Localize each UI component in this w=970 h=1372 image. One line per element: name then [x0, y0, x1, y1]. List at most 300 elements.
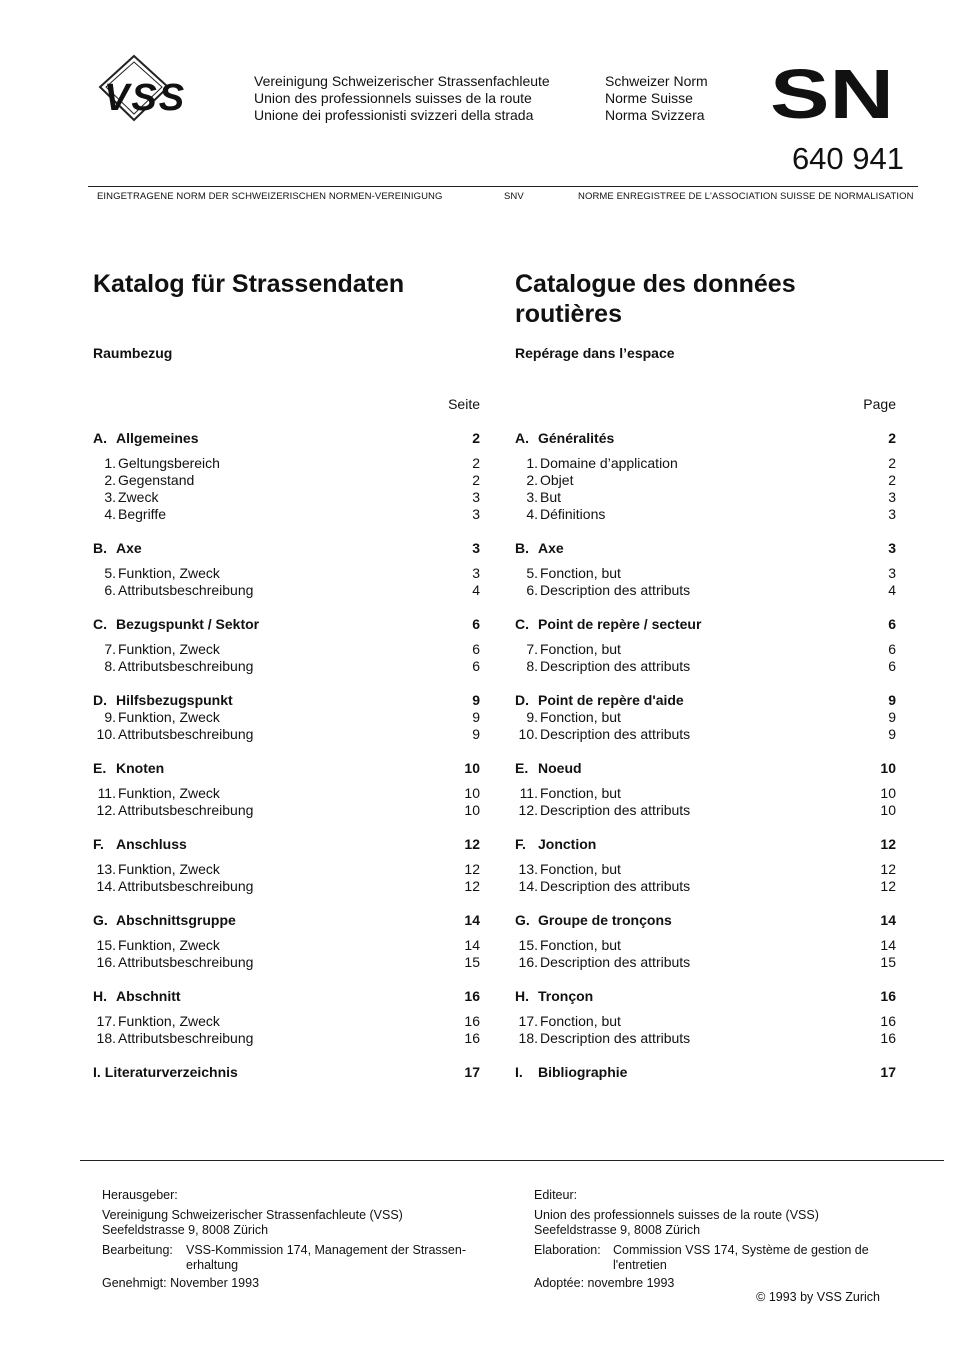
norm-type-it: Norma Svizzera	[605, 107, 705, 123]
toc-item-number: 8.	[526, 658, 538, 674]
toc-section-heading	[93, 540, 480, 557]
toc-item-number: 16.	[96, 954, 116, 970]
vss-logo	[96, 54, 238, 126]
toc-item-page: 2	[888, 455, 896, 471]
toc-item-number: 15.	[96, 937, 116, 953]
toc-section-page: 3	[888, 540, 896, 556]
toc-section-label	[93, 540, 142, 557]
toc-item	[93, 878, 480, 895]
toc-item-text: Funktion, Zweck	[118, 861, 220, 877]
toc-item-number: 1.	[104, 455, 116, 471]
toc-section-label	[93, 692, 233, 709]
norm-number: 640 941	[791, 141, 904, 176]
toc-item-page: 10	[880, 785, 896, 801]
toc-section-letter: B.	[515, 540, 529, 556]
toc-section-page: 14	[464, 912, 480, 928]
toc-section-page: 2	[472, 430, 480, 446]
toc-item-label	[515, 1030, 690, 1047]
toc-item-page: 6	[888, 658, 896, 674]
toc-item-number: 10.	[96, 726, 116, 742]
footer-fr	[534, 1188, 914, 1291]
toc-item-page: 16	[880, 1013, 896, 1029]
toc-item-page: 16	[880, 1030, 896, 1046]
toc-item-text: Objet	[540, 472, 574, 488]
toc-item-text: Fonction, but	[540, 937, 621, 953]
toc-section-page: 2	[888, 430, 896, 446]
toc-item-page: 3	[472, 506, 480, 522]
toc-section-letter: H.	[93, 988, 107, 1004]
svg-text:SN: SN	[772, 64, 894, 122]
toc-item	[93, 489, 480, 506]
toc-item-page: 6	[472, 658, 480, 674]
toc-item-text: Geltungsbereich	[118, 455, 220, 471]
toc-section-title: Anschluss	[116, 836, 187, 852]
toc-item	[93, 937, 480, 954]
toc-item-page: 9	[888, 709, 896, 725]
toc-section-letter: C.	[93, 616, 107, 632]
toc-section-heading	[515, 1064, 896, 1081]
table-of-contents-de	[93, 430, 480, 1081]
toc-item-page: 14	[464, 937, 480, 953]
editing-label: Elaboration:	[534, 1243, 601, 1257]
toc-item-text: Fonction, but	[540, 861, 621, 877]
toc-item-text: Description des attributs	[540, 1030, 691, 1046]
toc-item-page: 3	[888, 506, 896, 522]
toc-item	[93, 641, 480, 658]
toc-section-letter: B.	[93, 540, 107, 556]
toc-section-page: 9	[888, 692, 896, 708]
toc-item	[93, 1030, 480, 1047]
toc-item-label	[93, 658, 253, 675]
toc-item-number: 14.	[96, 878, 116, 894]
toc-item-label	[515, 802, 690, 819]
toc-section-heading	[93, 616, 480, 633]
toc-item-text: Zweck	[118, 489, 159, 505]
editing-line-2: l'entretien	[613, 1258, 667, 1272]
toc-item-number: 15.	[518, 937, 538, 953]
toc-item	[515, 565, 896, 582]
toc-item	[93, 954, 480, 971]
toc-section-label	[93, 430, 198, 447]
toc-item-number: 9.	[104, 709, 116, 725]
toc-item	[93, 785, 480, 802]
toc-item-page: 14	[880, 937, 896, 953]
toc-item-text: Funktion, Zweck	[118, 1013, 220, 1029]
toc-item-page: 15	[464, 954, 480, 970]
toc-section-label	[515, 988, 593, 1005]
toc-item-number: 12.	[96, 802, 116, 818]
sn-logo	[772, 64, 896, 122]
toc-section-letter: G.	[93, 912, 108, 928]
toc-item	[515, 506, 896, 523]
toc-section-letter: E.	[93, 760, 107, 776]
toc-item-label	[93, 455, 220, 472]
toc-section-letter: A.	[515, 430, 529, 446]
table-of-contents-fr	[515, 430, 896, 1081]
toc-section-letter: F.	[515, 836, 526, 852]
toc-item-label	[515, 785, 621, 802]
toc-section-heading	[515, 760, 896, 777]
toc-item-number: 13.	[96, 861, 116, 877]
toc-section-letter: I.	[515, 1064, 523, 1080]
toc-section-label	[515, 912, 672, 929]
toc-section-heading	[93, 760, 480, 777]
toc-item-label	[515, 709, 621, 726]
toc-item	[93, 726, 480, 743]
toc-section-page: 17	[880, 1064, 896, 1080]
editing-line-1: VSS-Kommission 174, Management der Strassen-	[186, 1243, 466, 1257]
toc-item-page: 16	[464, 1030, 480, 1046]
toc-item-text: Gegenstand	[118, 472, 195, 488]
toc-item-label	[515, 954, 690, 971]
toc-section-page: 9	[472, 692, 480, 708]
toc-item-page: 3	[472, 565, 480, 581]
toc-section-letter: A.	[93, 430, 107, 446]
toc-section-heading	[93, 912, 480, 929]
toc-item-page: 2	[888, 472, 896, 488]
toc-section-label	[93, 760, 164, 777]
toc-item-text: Funktion, Zweck	[118, 937, 220, 953]
toc-item-label	[93, 1013, 220, 1030]
toc-item-label	[515, 1013, 621, 1030]
toc-item-label	[515, 937, 621, 954]
toc-item-page: 3	[472, 489, 480, 505]
toc-item-number: 14.	[518, 878, 538, 894]
registration-snv: SNV	[504, 191, 524, 202]
publisher-name: Vereinigung Schweizerischer Strassenfachleute (VSS)	[102, 1208, 403, 1222]
toc-item-label	[515, 565, 621, 582]
toc-item-number: 6.	[526, 582, 538, 598]
toc-item-number: 7.	[104, 641, 116, 657]
toc-section-heading	[515, 988, 896, 1005]
toc-item-text: Description des attributs	[540, 802, 691, 818]
toc-section-title: Tronçon	[538, 988, 594, 1004]
toc-item-text: Attributsbeschreibung	[118, 582, 254, 598]
publisher-label: Editeur:	[534, 1188, 578, 1202]
toc-item-label	[515, 489, 561, 506]
toc-item-text: Attributsbeschreibung	[118, 878, 254, 894]
toc-item-page: 10	[464, 785, 480, 801]
toc-item	[93, 565, 480, 582]
toc-item-text: Funktion, Zweck	[118, 785, 220, 801]
toc-section-label	[515, 540, 564, 557]
toc-item-label	[515, 861, 621, 878]
toc-item-text: Attributsbeschreibung	[118, 1030, 254, 1046]
publisher-address: Seefeldstrasse 9, 8008 Zürich	[534, 1223, 701, 1237]
toc-item-label	[93, 1030, 253, 1047]
toc-item-number: 11.	[97, 785, 116, 801]
toc-item-label	[93, 726, 253, 743]
toc-section-letter: D.	[93, 692, 107, 708]
toc-item-number: 7.	[526, 641, 538, 657]
toc-item-label	[93, 785, 220, 802]
toc-section-heading	[93, 692, 480, 709]
toc-item	[515, 658, 896, 675]
toc-item-number: 18.	[96, 1030, 116, 1046]
toc-section-title: Point de repère / secteur	[538, 616, 702, 632]
toc-item-text: Funktion, Zweck	[118, 565, 220, 581]
toc-section-page: 10	[464, 760, 480, 776]
toc-section-label	[515, 692, 684, 709]
toc-item	[93, 802, 480, 819]
toc-item-label	[93, 861, 220, 878]
toc-item-number: 17.	[518, 1013, 538, 1029]
publisher-name: Union des professionnels suisses de la route (VSS)	[534, 1208, 819, 1222]
toc-section-label	[515, 836, 596, 853]
toc-section-label	[93, 1064, 238, 1081]
toc-section-title: Allgemeines	[116, 430, 199, 446]
toc-section-title: Abschnitt	[116, 988, 181, 1004]
toc-item-number: 17.	[96, 1013, 116, 1029]
toc-item	[515, 455, 896, 472]
toc-item	[515, 641, 896, 658]
toc-item-number: 4.	[104, 506, 116, 522]
toc-item	[515, 1013, 896, 1030]
toc-item	[515, 726, 896, 743]
toc-section-heading	[93, 988, 480, 1005]
toc-item-label	[93, 802, 253, 819]
toc-item-label	[515, 658, 690, 675]
toc-item	[93, 472, 480, 489]
toc-section-label	[515, 1064, 627, 1081]
registration-fr: NORME ENREGISTREE DE L'ASSOCIATION SUISSE DE NORMALISATION	[578, 191, 914, 202]
toc-item	[515, 709, 896, 726]
toc-item-page: 4	[888, 582, 896, 598]
toc-item-number: 12.	[518, 802, 538, 818]
toc-item	[515, 878, 896, 895]
toc-item-text: Description des attributs	[540, 954, 691, 970]
toc-section-label	[93, 836, 187, 853]
toc-section-label	[93, 988, 181, 1005]
toc-section-title: Axe	[116, 540, 142, 556]
toc-item-number: 6.	[104, 582, 116, 598]
toc-item-page: 15	[880, 954, 896, 970]
toc-section-page: 10	[880, 760, 896, 776]
toc-item-text: Begriffe	[118, 506, 166, 522]
toc-section-title: Groupe de tronçons	[538, 912, 672, 928]
approved-date: Genehmigt: November 1993	[102, 1276, 260, 1290]
toc-item-number: 11.	[519, 785, 538, 801]
toc-item	[515, 582, 896, 599]
toc-item-label	[515, 582, 690, 599]
toc-section-heading	[93, 1064, 480, 1081]
toc-item-text: Fonction, but	[540, 709, 621, 725]
toc-item	[93, 582, 480, 599]
toc-section-letter: C.	[515, 616, 529, 632]
toc-item-page: 12	[880, 878, 896, 894]
approved-date: Adoptée: novembre 1993	[534, 1276, 675, 1290]
toc-item-text: Description des attributs	[540, 658, 691, 674]
toc-item	[515, 802, 896, 819]
toc-section-title: Bezugspunkt / Sektor	[116, 616, 260, 632]
toc-item-page: 2	[472, 455, 480, 471]
toc-item-label	[93, 489, 158, 506]
toc-item-label	[93, 506, 166, 523]
subtitle-de: Raumbezug	[93, 345, 173, 361]
toc-item-page: 10	[464, 802, 480, 818]
toc-item	[515, 785, 896, 802]
toc-item-text: Fonction, but	[540, 641, 621, 657]
toc-item-text: Définitions	[540, 506, 606, 522]
toc-item-label	[93, 878, 253, 895]
toc-item-label	[515, 641, 621, 658]
toc-item-label	[93, 937, 220, 954]
toc-item	[93, 709, 480, 726]
toc-section-letter: I.	[93, 1064, 101, 1080]
toc-item-number: 4.	[526, 506, 538, 522]
toc-item-page: 4	[472, 582, 480, 598]
toc-item	[515, 472, 896, 489]
toc-section-letter: H.	[515, 988, 529, 1004]
toc-item-text: Attributsbeschreibung	[118, 954, 254, 970]
toc-item-text: Description des attributs	[540, 582, 691, 598]
toc-section-letter: G.	[515, 912, 530, 928]
page-column-label-fr: Page	[863, 396, 896, 412]
toc-item-text: Fonction, but	[540, 785, 621, 801]
toc-item-label	[515, 506, 605, 523]
toc-item-page: 9	[472, 709, 480, 725]
toc-section-heading	[515, 540, 896, 557]
toc-item-page: 12	[464, 861, 480, 877]
toc-item-page: 10	[880, 802, 896, 818]
toc-item-number: 3.	[104, 489, 116, 505]
toc-section-title: Hilfsbezugspunkt	[116, 692, 233, 708]
toc-section-heading	[515, 836, 896, 853]
toc-item-label	[515, 455, 678, 472]
toc-section-label	[93, 912, 236, 929]
toc-item-text: Attributsbeschreibung	[118, 726, 254, 742]
toc-item-text: Domaine d’application	[540, 455, 678, 471]
toc-section-page: 3	[472, 540, 480, 556]
norm-type-fr: Norme Suisse	[605, 90, 693, 106]
toc-item-page: 12	[880, 861, 896, 877]
toc-section-letter: E.	[515, 760, 529, 776]
toc-item-number: 9.	[526, 709, 538, 725]
toc-section-title: Jonction	[538, 836, 597, 852]
copyright: © 1993 by VSS Zurich	[756, 1290, 880, 1304]
toc-section-page: 17	[464, 1064, 480, 1080]
toc-item-number: 5.	[104, 565, 116, 581]
toc-item	[515, 937, 896, 954]
toc-item	[515, 861, 896, 878]
toc-item-text: Fonction, but	[540, 565, 621, 581]
toc-item-text: Funktion, Zweck	[118, 641, 220, 657]
toc-item-number: 2.	[104, 472, 116, 488]
toc-section-heading	[515, 616, 896, 633]
toc-section-page: 6	[888, 616, 896, 632]
toc-item-label	[93, 472, 194, 489]
toc-section-page: 14	[880, 912, 896, 928]
toc-section-title: Bibliographie	[538, 1064, 628, 1080]
toc-item-number: 2.	[526, 472, 538, 488]
toc-item-text: Fonction, but	[540, 1013, 621, 1029]
publisher-label: Herausgeber:	[102, 1188, 178, 1202]
toc-item	[93, 658, 480, 675]
toc-section-label	[93, 616, 259, 633]
toc-item	[93, 1013, 480, 1030]
toc-item-number: 18.	[518, 1030, 538, 1046]
toc-item-label	[93, 565, 220, 582]
editing-line-2: erhaltung	[186, 1258, 239, 1272]
toc-section-heading	[515, 912, 896, 929]
toc-item-page: 6	[472, 641, 480, 657]
toc-section-page: 16	[880, 988, 896, 1004]
toc-section-label	[515, 760, 582, 777]
toc-section-title: Literaturverzeichnis	[104, 1064, 238, 1080]
toc-item-page: 3	[888, 565, 896, 581]
toc-item-number: 16.	[518, 954, 538, 970]
toc-item	[515, 954, 896, 971]
subtitle-fr: Repérage dans l’espace	[515, 345, 675, 361]
toc-item-number: 8.	[104, 658, 116, 674]
toc-item-text: Description des attributs	[540, 726, 691, 742]
toc-item-number: 13.	[518, 861, 538, 877]
toc-item-label	[515, 472, 573, 489]
toc-item-text: Description des attributs	[540, 878, 691, 894]
publisher-address: Seefeldstrasse 9, 8008 Zürich	[102, 1223, 269, 1237]
footer-de	[102, 1188, 502, 1291]
toc-item-page: 6	[888, 641, 896, 657]
toc-section-page: 12	[880, 836, 896, 852]
toc-item-label	[93, 641, 220, 658]
registration-de: EINGETRAGENE NORM DER SCHWEIZERISCHEN NORMEN-VEREINIGUNG	[97, 191, 443, 202]
toc-item-label	[93, 954, 253, 971]
toc-item-label	[93, 709, 220, 726]
toc-section-label	[515, 616, 701, 633]
header-rule	[88, 186, 918, 187]
toc-item-label	[515, 878, 690, 895]
toc-item	[515, 489, 896, 506]
footer-rule	[80, 1160, 944, 1161]
toc-item-text: Attributsbeschreibung	[118, 802, 254, 818]
toc-item-text: Funktion, Zweck	[118, 709, 220, 725]
toc-section-heading	[93, 430, 480, 447]
toc-item	[93, 861, 480, 878]
toc-section-heading	[515, 692, 896, 709]
org-name-de: Vereinigung Schweizerischer Strassenfachleute	[254, 73, 550, 89]
org-name-it: Unione dei professionisti svizzeri della strada	[254, 107, 534, 123]
toc-item-number: 3.	[526, 489, 538, 505]
toc-item-page: 12	[464, 878, 480, 894]
editing-label: Bearbeitung:	[102, 1243, 173, 1257]
toc-section-title: Généralités	[538, 430, 615, 446]
norm-type-de: Schweizer Norm	[605, 73, 708, 89]
toc-section-title: Axe	[538, 540, 564, 556]
toc-item-label	[515, 726, 690, 743]
toc-item-page: 9	[472, 726, 480, 742]
toc-item-number: 1.	[526, 455, 538, 471]
toc-item-label	[93, 582, 253, 599]
toc-section-page: 12	[464, 836, 480, 852]
title-fr: Catalogue des données routières	[515, 270, 796, 328]
toc-item-number: 5.	[526, 565, 538, 581]
svg-text:VSS: VSS	[104, 77, 187, 119]
toc-item-text: But	[540, 489, 562, 505]
toc-section-heading	[515, 430, 896, 447]
toc-section-title: Noeud	[538, 760, 582, 776]
toc-section-title: Abschnittsgruppe	[116, 912, 236, 928]
toc-section-title: Point de repère d'aide	[538, 692, 684, 708]
org-name-fr: Union des professionnels suisses de la route	[254, 90, 532, 106]
toc-section-page: 6	[472, 616, 480, 632]
toc-item-page: 2	[472, 472, 480, 488]
page-column-label-de: Seite	[448, 396, 480, 412]
toc-section-page: 16	[464, 988, 480, 1004]
editing-line-1: Commission VSS 174, Système de gestion de	[613, 1243, 869, 1257]
toc-section-letter: F.	[93, 836, 104, 852]
toc-item-page: 9	[888, 726, 896, 742]
toc-item	[93, 506, 480, 523]
